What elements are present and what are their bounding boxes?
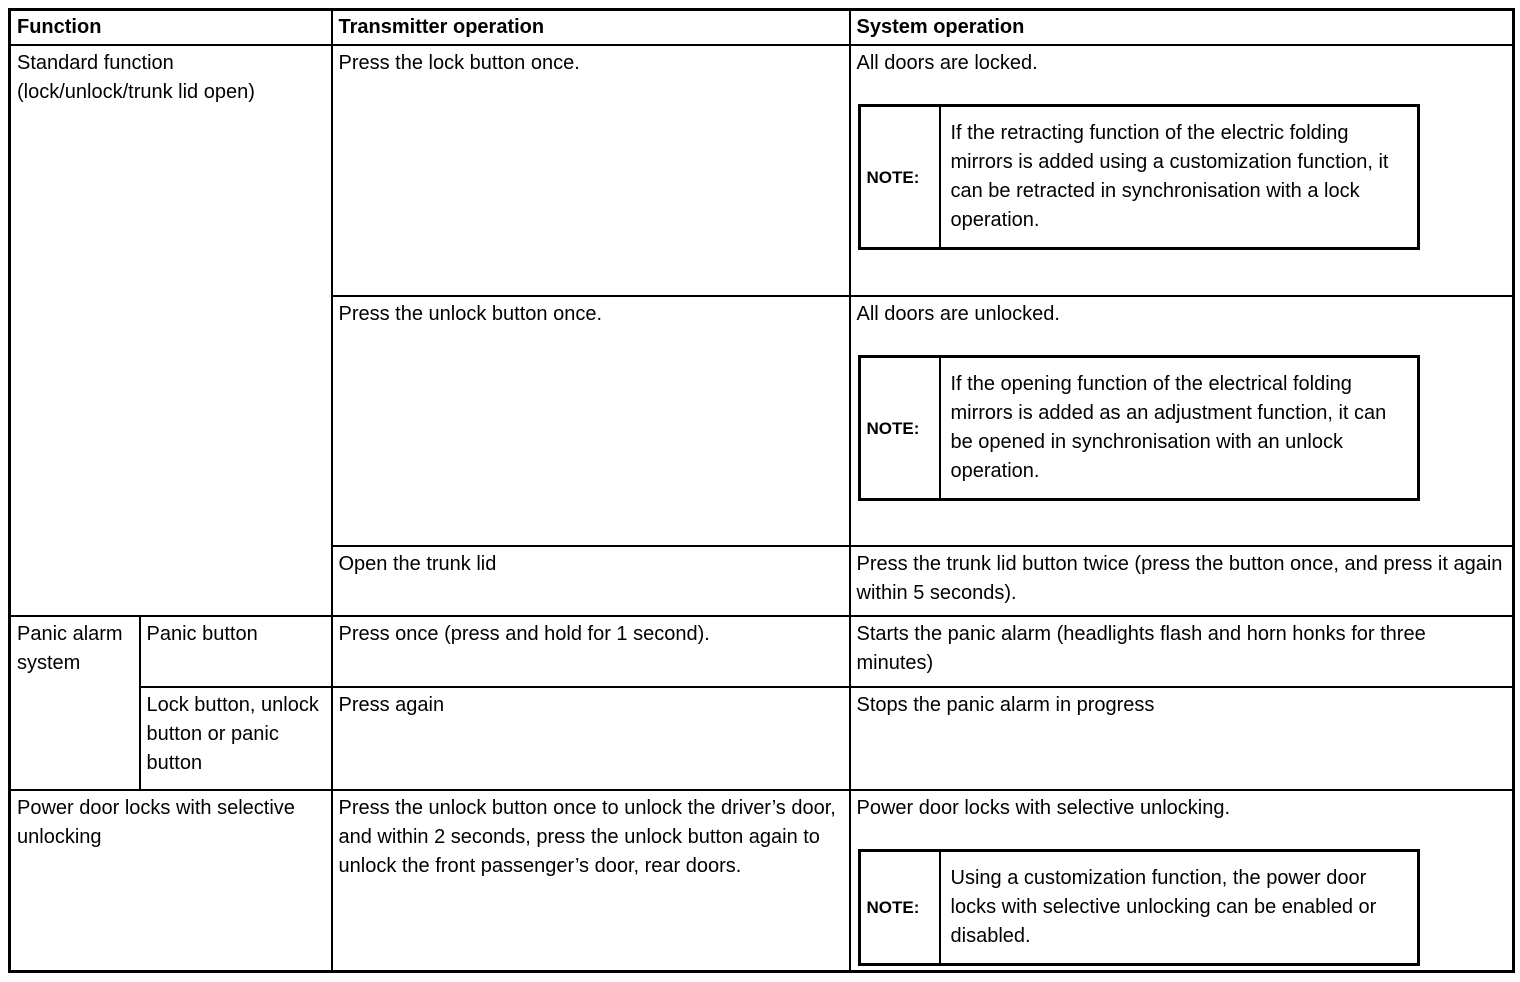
panic-stop-subfunction-text: Lock button, unlock button or panic button [146,694,319,774]
standard-lock-system-text: All doors are locked. [856,52,1038,74]
cell-panic-stop-transmitter [332,687,850,790]
row-panic-start [10,616,1514,687]
note-text-lock: If the retracting function of the electric folding mirrors is added using a customization function, it can be retracted in synchronisation with a lock operation. [950,122,1389,231]
panic-start-system-text: Starts the panic alarm (headlights flash and horn honks for three minutes) [856,623,1426,674]
note-text-unlock: If the opening function of the electrical folding mirrors is added as an adjustment function, it can be opened in synchronisation with an unlock operation. [950,373,1387,482]
header-function: Function [10,10,332,46]
cell-panic-stop-system [850,687,1514,790]
cell-standard-trunk-transmitter [332,546,850,616]
standard-function-label: Standard function (lock/unlock/trunk lid open) [17,52,255,103]
header-row [10,10,1514,46]
cell-selective-transmitter [332,790,850,971]
panic-start-subfunction-text: Panic button [146,623,258,645]
transmitter-functions-table [8,8,1515,973]
note-text-selective: Using a customization function, the power door locks with selective unlocking can be enabled or disabled. [950,867,1377,947]
header-system-operation: System operation [850,10,1514,46]
selective-function-label: Power door locks with selective unlocking [17,797,295,848]
cell-standard-lock-system [850,45,1514,296]
header-transmitter-operation: Transmitter operation [332,10,850,46]
cell-standard-lock-transmitter [332,45,850,296]
note-box-lock [858,104,1420,250]
note-label: NOTE: [861,852,941,963]
note-label: NOTE: [861,358,941,498]
cell-panic-start-system [850,616,1514,687]
cell-standard-unlock-system [850,296,1514,546]
cell-standard-unlock-transmitter [332,296,850,546]
note-label: NOTE: [861,107,941,247]
standard-lock-transmitter-text: Press the lock button once. [338,52,580,74]
panic-start-transmitter-text: Press once (press and hold for 1 second). [338,623,710,645]
panic-function-label: Panic alarm system [17,623,123,674]
cell-panic-start-subfunction [140,616,332,687]
row-panic-stop [10,687,1514,790]
panic-stop-transmitter-text: Press again [338,694,445,716]
cell-panic-function [10,616,140,790]
cell-standard-function [10,45,332,616]
cell-panic-start-transmitter [332,616,850,687]
standard-trunk-system-text: Press the trunk lid button twice (press the button once, and press it again within 5 seconds). [856,553,1503,604]
row-standard-lock [10,45,1514,296]
panic-stop-system-text: Stops the panic alarm in progress [856,694,1155,716]
note-box-selective [858,849,1420,966]
note-box-unlock [858,355,1420,501]
selective-transmitter-text: Press the unlock button once to unlock the driver’s door, and within 2 seconds, press the unlock button again to unlock the front passenger’s door, rear doors. [338,797,836,877]
standard-unlock-transmitter-text: Press the unlock button once. [338,303,602,325]
standard-trunk-transmitter-text: Open the trunk lid [338,553,497,575]
standard-unlock-system-text: All doors are unlocked. [856,303,1060,325]
cell-panic-stop-subfunction [140,687,332,790]
cell-standard-trunk-system [850,546,1514,616]
cell-selective-function [10,790,332,971]
row-selective-unlocking [10,790,1514,971]
cell-selective-system [850,790,1514,971]
selective-system-text: Power door locks with selective unlocking. [856,797,1231,819]
